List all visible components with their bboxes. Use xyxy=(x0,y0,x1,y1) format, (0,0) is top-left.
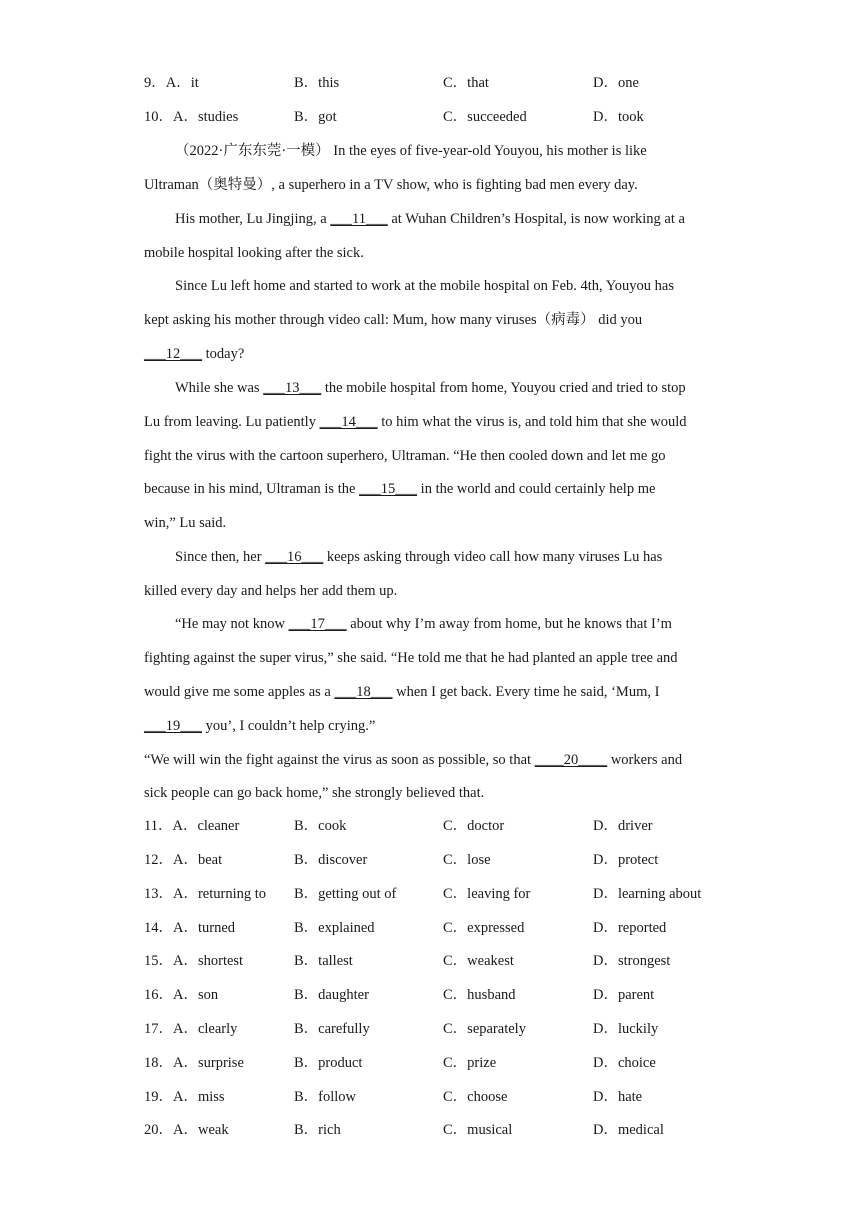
option-c: C．choose xyxy=(443,1089,508,1105)
passage-text: “He may not know xyxy=(175,616,289,632)
passage-text: to him what the virus is, and told him that she would xyxy=(377,414,687,430)
blank-19: ___19___ xyxy=(144,718,202,734)
passage-text: at Wuhan Children’s Hospital, is now working at a xyxy=(387,211,685,227)
option-b: B．product xyxy=(294,1055,363,1071)
blank-13: ___13___ xyxy=(263,380,322,396)
passage-line xyxy=(144,546,755,568)
option-a xyxy=(144,1087,225,1107)
option-b: B．got xyxy=(294,109,337,125)
option-c: C．that xyxy=(443,75,489,91)
option-d: D．learning about xyxy=(593,886,702,902)
question-options-row xyxy=(144,884,724,904)
option-a xyxy=(144,73,199,93)
passage-text: would give me some apples as a xyxy=(144,684,335,700)
blank-16: ___16___ xyxy=(265,549,324,565)
passage-text: His mother, Lu Jingjing, a xyxy=(175,211,331,227)
option-d: D．strongest xyxy=(593,953,671,969)
option-b: B．follow xyxy=(294,1089,357,1105)
blank-11: ___11___ xyxy=(330,211,388,227)
passage-text: keeps asking through video call how many viruses Lu has xyxy=(323,549,663,565)
passage-text: in the world and could certainly help me xyxy=(417,481,656,497)
option-a-text: A．weak xyxy=(173,1122,229,1138)
option-a-text: A．studies xyxy=(173,109,239,125)
option-d: D．took xyxy=(593,109,644,125)
option-b: B．daughter xyxy=(294,987,369,1003)
option-b: B．getting out of xyxy=(294,886,397,902)
question-10-options xyxy=(144,107,724,127)
option-a xyxy=(144,918,235,938)
option-b: B．carefully xyxy=(294,1021,370,1037)
option-c: C．weakest xyxy=(443,953,514,969)
question-9-options xyxy=(144,73,724,93)
question-options-row xyxy=(144,1087,724,1107)
blank-14: ___14___ xyxy=(319,414,378,430)
option-a-text: A．shortest xyxy=(173,953,244,969)
option-c: C．musical xyxy=(443,1122,513,1138)
option-c: C．succeeded xyxy=(443,109,527,125)
question-options-row xyxy=(144,951,724,971)
option-c: C．doctor xyxy=(443,818,505,834)
option-d: D．reported xyxy=(593,920,667,936)
option-a xyxy=(144,107,238,127)
option-d: D．hate xyxy=(593,1089,643,1105)
passage-text: about why I’m away from home, but he knows that I’m xyxy=(346,616,672,632)
question-number: 11． xyxy=(144,818,173,834)
option-a-text: A．miss xyxy=(173,1089,225,1105)
passage-line: mobile hospital looking after the sick. xyxy=(144,245,364,261)
option-a-text: A．beat xyxy=(173,852,223,868)
option-a xyxy=(144,816,239,836)
option-a xyxy=(144,1053,244,1073)
question-options-row xyxy=(144,985,724,1005)
option-a-text: A．turned xyxy=(173,920,236,936)
passage-text: when I get back. Every time he said, ‘Mum, I xyxy=(392,684,660,700)
option-a-text: A．clearly xyxy=(173,1021,238,1037)
option-a-text: A．returning to xyxy=(173,886,267,902)
option-a xyxy=(144,951,243,971)
option-b: B．tallest xyxy=(294,953,353,969)
option-c: C．separately xyxy=(443,1021,526,1037)
question-number: 12． xyxy=(144,852,173,868)
option-a-text: A．son xyxy=(173,987,219,1003)
passage-text: “We will win the fight against the virus as soon as possible, so that xyxy=(144,752,535,768)
passage-line: Since Lu left home and started to work at the mobile hospital on Feb. 4th, Youyou has xyxy=(175,278,674,294)
question-options-row xyxy=(144,1053,724,1073)
question-number: 18． xyxy=(144,1055,173,1071)
blank-18: ___18___ xyxy=(334,684,393,700)
passage-line: sick people can go back home,” she strongly believed that. xyxy=(144,785,485,801)
source-tag: （2022·广东东莞·一模） xyxy=(175,143,330,159)
passage-line xyxy=(144,613,755,635)
option-a-text: A．cleaner xyxy=(172,818,240,834)
passage-line xyxy=(144,478,724,500)
question-number: 10． xyxy=(144,109,173,125)
question-options-row xyxy=(144,918,724,938)
question-options-row xyxy=(144,1120,724,1140)
passage-line xyxy=(144,377,755,399)
question-number: 15． xyxy=(144,953,173,969)
question-options-row xyxy=(144,1019,724,1039)
option-d: D．luckily xyxy=(593,1021,659,1037)
question-number: 14． xyxy=(144,920,173,936)
option-b: B．cook xyxy=(294,818,347,834)
question-number: 20． xyxy=(144,1122,173,1138)
question-number: 13． xyxy=(144,886,173,902)
option-b: B．rich xyxy=(294,1122,341,1138)
option-b: B．this xyxy=(294,75,340,91)
option-d: D．one xyxy=(593,75,639,91)
question-options-row xyxy=(144,850,724,870)
option-a xyxy=(144,1019,237,1039)
passage-line: fighting against the super virus,” she said. “He told me that he had planted an apple tree and xyxy=(144,650,678,666)
question-number: 16． xyxy=(144,987,173,1003)
blank-20: ____20____ xyxy=(534,752,608,768)
option-a-text: A．it xyxy=(165,75,199,91)
passage-line: fight the virus with the cartoon superhero, Ultraman. “He then cooled down and let me go xyxy=(144,448,666,464)
passage-line: Ultraman（奥特曼）, a superhero in a TV show, who is fighting bad men every day. xyxy=(144,177,638,193)
passage-line: killed every day and helps her add them up. xyxy=(144,583,398,599)
option-d: D．parent xyxy=(593,987,655,1003)
passage-text: Lu from leaving. Lu patiently xyxy=(144,414,320,430)
option-b: B．discover xyxy=(294,852,368,868)
option-a xyxy=(144,884,266,904)
passage-text: In the eyes of five-year-old Youyou, his mother is like xyxy=(329,143,647,159)
option-c: C．expressed xyxy=(443,920,525,936)
option-a xyxy=(144,985,218,1005)
passage-line xyxy=(144,749,724,771)
passage-line xyxy=(144,208,755,230)
option-c: C．leaving for xyxy=(443,886,531,902)
option-c: C．prize xyxy=(443,1055,497,1071)
passage-line xyxy=(144,715,724,737)
question-number: 19． xyxy=(144,1089,173,1105)
passage-text: Since then, her xyxy=(175,549,266,565)
option-d: D．driver xyxy=(593,818,653,834)
passage-text: While she was xyxy=(175,380,264,396)
question-number: 9． xyxy=(144,75,166,91)
passage-line xyxy=(144,681,724,703)
option-d: D．medical xyxy=(593,1122,664,1138)
passage-text: workers and xyxy=(607,752,683,768)
option-d: D．choice xyxy=(593,1055,656,1071)
option-d: D．protect xyxy=(593,852,659,868)
passage-line: kept asking his mother through video call: Mum, how many viruses（病毒） did you xyxy=(144,312,643,328)
question-number: 17． xyxy=(144,1021,173,1037)
option-c: C．husband xyxy=(443,987,516,1003)
blank-15: ___15___ xyxy=(359,481,418,497)
option-c: C．lose xyxy=(443,852,491,868)
passage-text: because in his mind, Ultraman is the xyxy=(144,481,360,497)
passage-line xyxy=(144,343,724,365)
question-options-row xyxy=(144,816,724,836)
option-b: B．explained xyxy=(294,920,375,936)
passage-line xyxy=(144,140,755,162)
blank-17: ___17___ xyxy=(288,616,347,632)
passage-text: today? xyxy=(202,346,245,362)
passage-line: win,” Lu said. xyxy=(144,515,227,531)
option-a xyxy=(144,850,222,870)
passage-line xyxy=(144,411,724,433)
passage-text: the mobile hospital from home, Youyou cried and tried to stop xyxy=(321,380,686,396)
option-a-text: A．surprise xyxy=(173,1055,244,1071)
passage-text: you’, I couldn’t help crying.” xyxy=(202,718,376,734)
blank-12: ___12___ xyxy=(144,346,202,362)
option-a xyxy=(144,1120,229,1140)
